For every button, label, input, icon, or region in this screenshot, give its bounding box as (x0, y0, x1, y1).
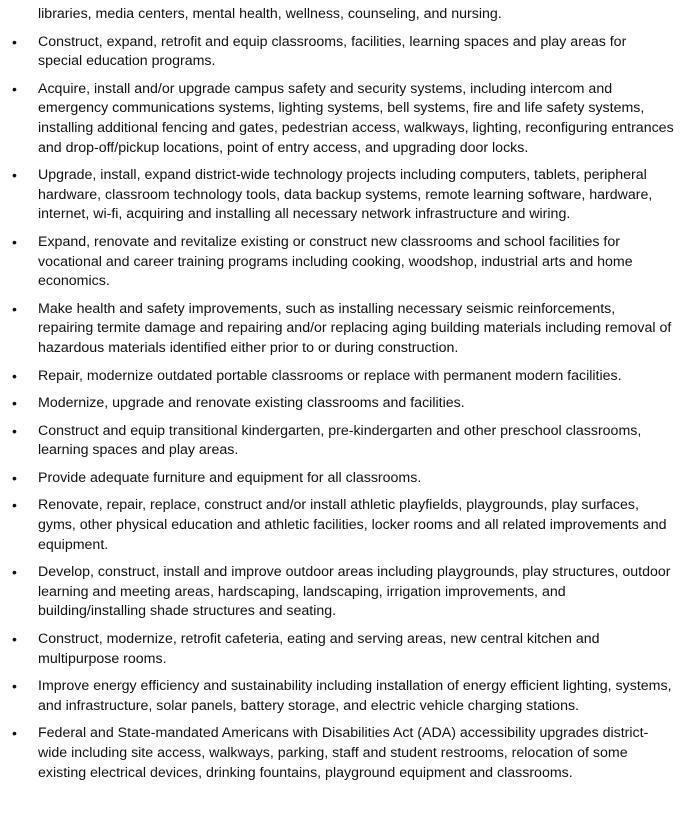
bullet-icon: • (12, 233, 17, 250)
list-item (0, 496, 674, 555)
list-item (0, 469, 674, 489)
list-item-text: Federal and State-mandated Americans with Disabilities Act (ADA) accessibility upgrades district-wide including site access, walkways, parking, staff and student restrooms, relocation of some existing electrical devices, drinking fountains, playground equipment and classrooms. (38, 725, 649, 781)
list-item (0, 300, 674, 359)
list-item-text: Upgrade, install, expand district-wide technology projects including computers, tablets, peripheral hardware, classroom technology tools, data backup systems, remote learning software, hardware, internet, wi-fi, acquiring and installing all necessary network infrastructure and wiring. (38, 167, 653, 223)
list-item (0, 80, 674, 158)
continued-paragraph: libraries, media centers, mental health, wellness, counseling, and nursing. (38, 6, 502, 22)
list-item (0, 33, 674, 72)
list-item (0, 394, 674, 414)
bullet-icon: • (12, 300, 17, 317)
bullet-icon: • (12, 367, 17, 384)
bullet-icon: • (12, 678, 17, 695)
list-item-text: Provide adequate furniture and equipment for all classrooms. (38, 469, 422, 486)
list-item-text: Construct, expand, retrofit and equip classrooms, facilities, learning spaces and play areas for special education programs. (38, 33, 627, 70)
bullet-icon: • (12, 469, 17, 486)
list-item (0, 677, 674, 716)
list-item (0, 563, 674, 622)
bullet-icon: • (12, 422, 17, 439)
bullet-icon: • (12, 564, 17, 581)
list-item-text: Construct and equip transitional kindergarten, pre-kindergarten and other preschool classrooms, learning spaces and play areas. (38, 422, 642, 459)
list-item-text: Expand, renovate and revitalize existing or construct new classrooms and school facilities for vocational and career training programs including cooking, woodshop, industrial arts and home economics. (38, 233, 633, 290)
bullet-icon: • (12, 497, 17, 514)
list-item (0, 166, 674, 225)
list-item (0, 630, 674, 669)
bullet-icon: • (12, 631, 17, 648)
list-item (0, 233, 674, 292)
bullet-icon: • (12, 725, 17, 742)
list-item-text: Repair, modernize outdated portable classrooms or replace with permanent modern facilities. (38, 367, 622, 384)
bullet-icon: • (12, 167, 17, 184)
bullet-icon: • (12, 395, 17, 412)
list-item-text: Develop, construct, install and improve outdoor areas including playgrounds, play structures, outdoor learning and meeting areas, hardscaping, landscaping, irrigation improvements, and building/installing shade structures and seating. (38, 564, 671, 620)
document-body (0, 5, 682, 783)
list-item (0, 724, 674, 783)
list-item-text: Make health and safety improvements, such as installing necessary seismic reinforcements, repairing termite damage and repairing and/or replacing aging building materials including removal of hazardous materials identified either prior to or during construction. (38, 300, 672, 356)
bullet-icon: • (12, 33, 17, 50)
list-item-text: Construct, modernize, retrofit cafeteria, eating and serving areas, new central kitchen and multipurpose rooms. (38, 631, 600, 667)
list-item-text: Renovate, repair, replace, construct and/or install athletic playfields, playgrounds, play surfaces, gyms, other physical education and athletic facilities, locker rooms and all related improvements and equipment. (38, 497, 667, 553)
list-item-text: Modernize, upgrade and renovate existing classrooms and facilities. (38, 395, 465, 412)
bullet-list (0, 33, 682, 784)
list-item (0, 367, 674, 387)
list-item-text: Acquire, install and/or upgrade campus safety and security systems, including intercom and emergency communications systems, lighting systems, bell systems, fire and life safety systems, installing additional fencing and gates, pedestrian access, walkways, lighting, reconfiguring entrances and drop-off/pickup locations, point of entry access, and upgrading door locks. (38, 80, 674, 156)
list-item (0, 422, 674, 461)
bullet-icon: • (12, 80, 17, 97)
list-item-text: Improve energy efficiency and sustainability including installation of energy efficient lighting, systems, and infrastructure, solar panels, battery storage, and electric vehicle charging stations. (38, 678, 672, 714)
